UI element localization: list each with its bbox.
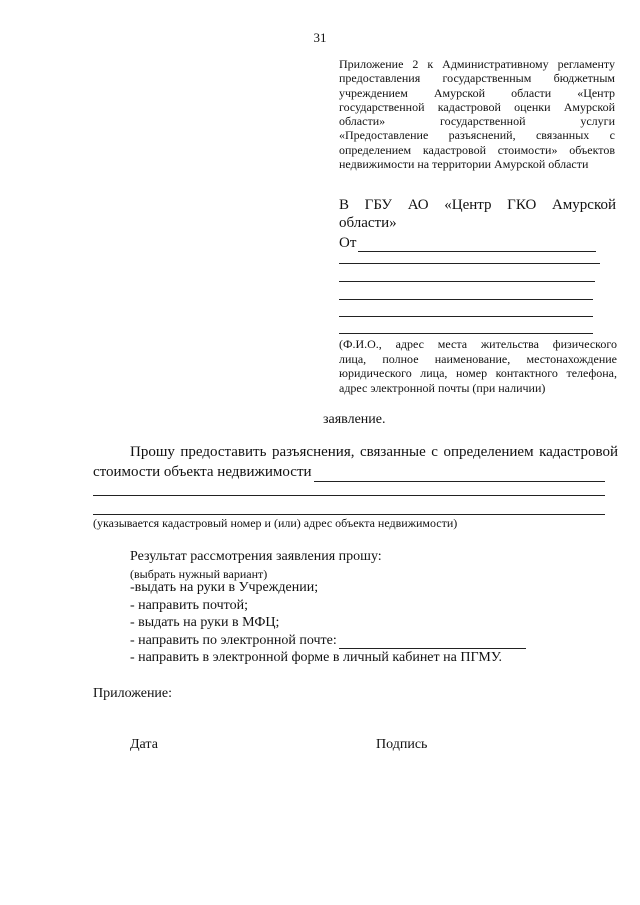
signature-label: Подпись — [376, 737, 428, 752]
result-hint: (выбрать нужный вариант) — [130, 567, 268, 581]
from-row — [339, 234, 596, 252]
object-hint: (указывается кадастровый номер и (или) адрес объекта недвижимости) — [93, 516, 458, 530]
appendix-line: определением кадастровой стоимости» объектов — [339, 142, 615, 157]
sender-note-line: (Ф.И.О., адрес места жительства физического — [339, 337, 617, 351]
from-label: От — [339, 235, 357, 251]
sender-name-field[interactable] — [358, 238, 596, 252]
request-paragraph — [93, 442, 618, 482]
sender-note — [339, 337, 617, 395]
appendix-line: недвижимости на территории Амурской области — [339, 157, 589, 172]
sender-field-line[interactable] — [339, 263, 600, 264]
result-heading: Результат рассмотрения заявления прошу: — [130, 549, 382, 564]
sender-field-line[interactable] — [339, 316, 593, 317]
sender-note-line: адрес электронной почты (при наличии) — [339, 380, 546, 395]
attachment-label: Приложение: — [93, 686, 173, 701]
appendix-line: Приложение 2 к Административному регламенту — [339, 57, 615, 71]
option-in-office[interactable]: -выдать на руки в Учреждении; — [130, 580, 319, 595]
appendix-line: области» государственной услуги — [339, 114, 615, 129]
appendix-line: предоставления государственным бюджетным — [339, 71, 615, 86]
email-field[interactable] — [339, 636, 526, 649]
appendix-line: государственной кадастровой оценки Амурской — [339, 99, 615, 114]
object-field[interactable] — [314, 467, 605, 482]
date-label: Дата — [130, 737, 158, 752]
addressee-line: В ГБУ АО «Центр ГКО Амурской — [339, 197, 616, 213]
option-email[interactable]: - направить по электронной почте: — [130, 632, 526, 650]
object-field-line[interactable] — [93, 514, 605, 515]
sender-field-line[interactable] — [339, 299, 593, 300]
appendix-line: учреждением Амурской области «Центр — [339, 85, 615, 100]
sender-field-line[interactable] — [339, 281, 595, 282]
addressee-line: области» — [339, 215, 397, 231]
request-line: Прошу предоставить разъяснения, связанные с определением кадастровой — [130, 444, 618, 460]
appendix-header — [339, 57, 615, 171]
sender-field-line[interactable] — [339, 333, 593, 334]
result-options — [130, 579, 526, 667]
option-pgmu[interactable]: - направить в электронной форме в личный кабинет на ПГМУ. — [130, 650, 502, 665]
addressee — [339, 196, 616, 232]
object-field-line[interactable] — [93, 495, 605, 496]
option-by-mail[interactable]: - направить почтой; — [130, 597, 248, 613]
request-row — [93, 462, 605, 482]
sender-note-line: юридического лица, номер контактного телефона, — [339, 366, 617, 380]
page-number: 31 — [313, 30, 327, 45]
appendix-line: «Предоставление разъяснений, связанных с — [339, 128, 615, 143]
document-title: заявление. — [323, 412, 386, 427]
option-mfc[interactable]: - выдать на руки в МФЦ; — [130, 615, 280, 630]
sender-note-line: лица, полное наименование, местонахождение — [339, 351, 617, 366]
request-line: стоимости объекта недвижимости — [93, 464, 312, 480]
